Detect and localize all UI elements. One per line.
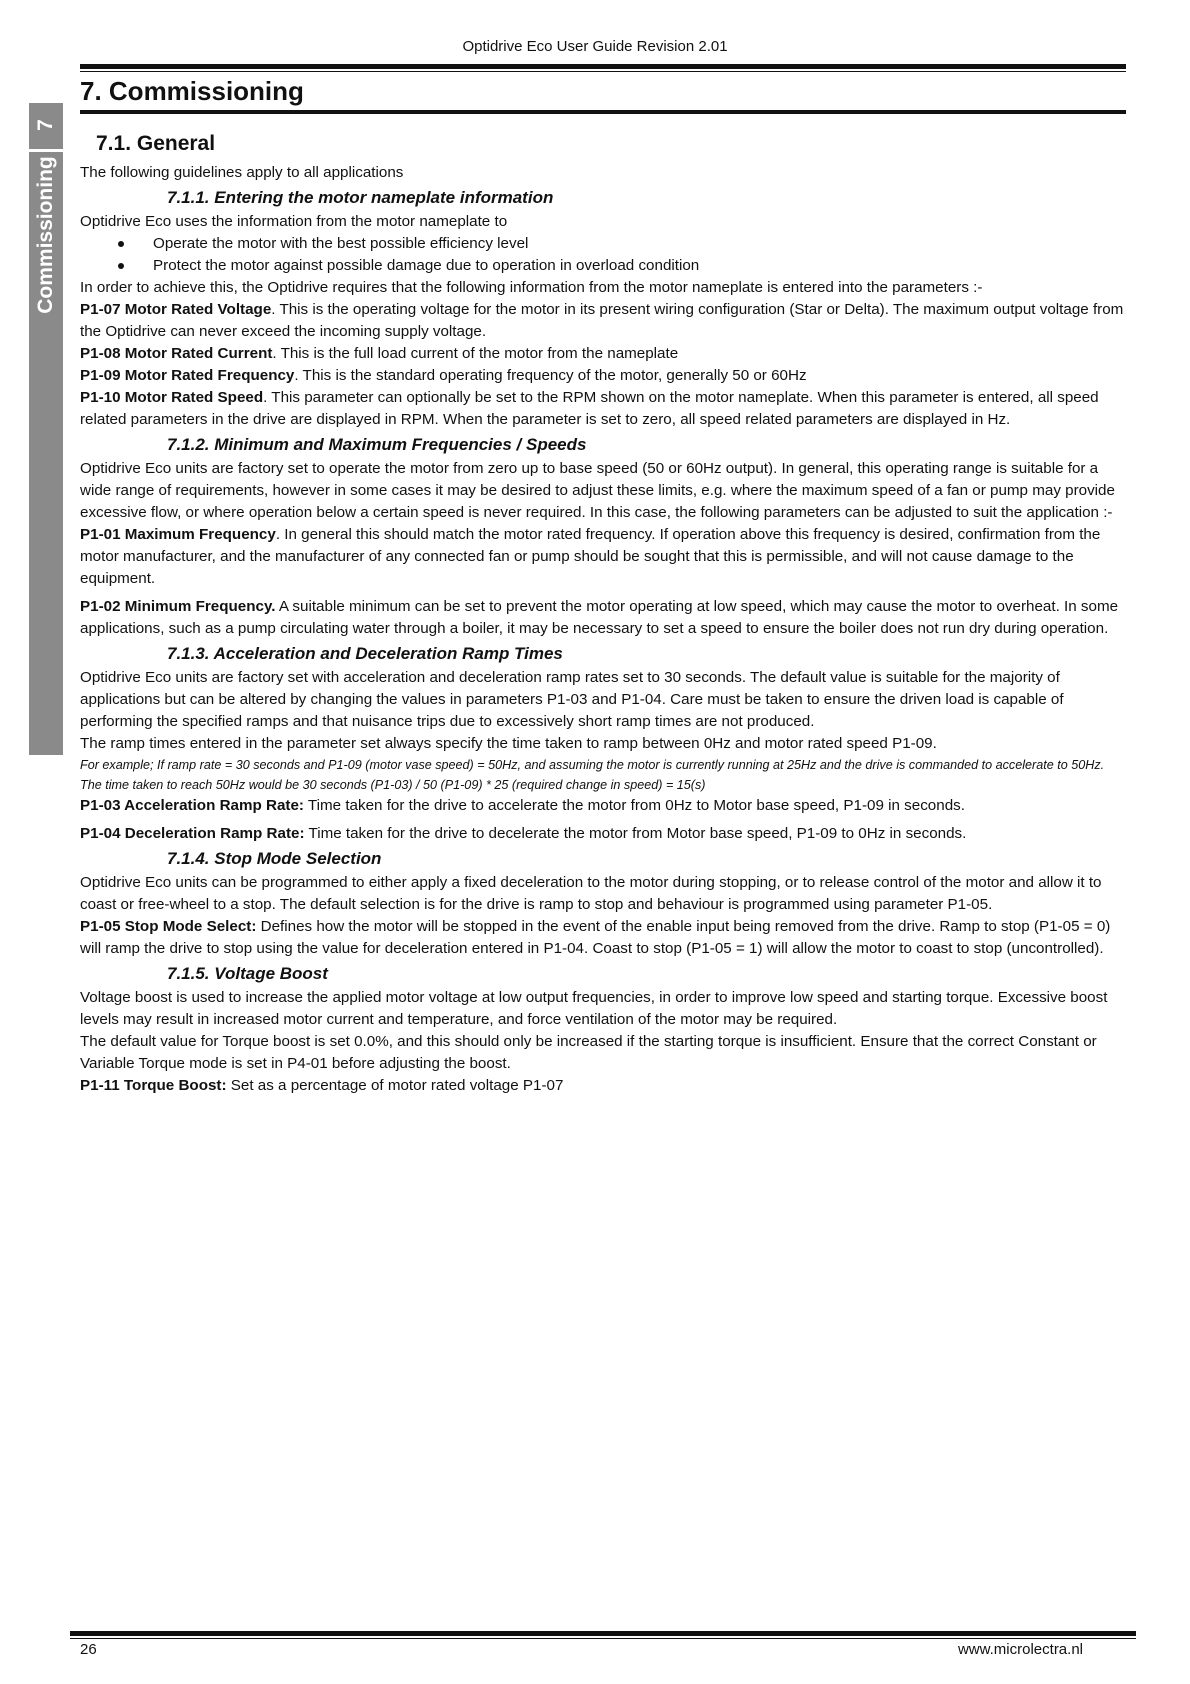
paragraph: The default value for Torque boost is set 0.0%, and this should only be increased if the starting torque is insufficient. Ensure that the correct Constant or Variable Torque mode is set in P4-01 before adjusting the boost.	[80, 1033, 1097, 1072]
footer-rule-thin	[70, 1638, 1136, 1639]
parameter-p1-01	[80, 524, 1126, 590]
parameter-label: P1-01 Maximum Frequency	[80, 526, 276, 543]
list-item: Operate the motor with the best possible efficiency level	[153, 233, 1126, 255]
parameter-label: P1-09 Motor Rated Frequency	[80, 367, 295, 384]
parameter-p1-11	[80, 1075, 1126, 1097]
subsection-heading-7-1-5: 7.1.5. Voltage Boost	[167, 964, 328, 983]
paragraph: Optidrive Eco uses the information from the motor nameplate to	[80, 213, 508, 230]
paragraph: Optidrive Eco units are factory set with acceleration and deceleration ramp rates set to 30 seconds. The default value is suitable for the majority of applications but can be altered by changing the values in parameters P1-03 and P1-04. Care must be taken to ensure the driven load is capable of performing the specified ramps and that nuisance trips due to excessively short ramp times are not produced.	[80, 669, 1064, 730]
parameter-label: P1-04 Deceleration Ramp Rate:	[80, 825, 305, 842]
parameter-label: P1-03 Acceleration Ramp Rate:	[80, 797, 304, 814]
subsection-heading-7-1-4: 7.1.4. Stop Mode Selection	[167, 849, 382, 868]
paragraph: In order to achieve this, the Optidrive requires that the following information from the motor nameplate is entered into the parameters :-	[80, 279, 983, 296]
parameter-label: P1-11 Torque Boost:	[80, 1077, 227, 1094]
list-item: Protect the motor against possible damage due to operation in overload condition	[153, 255, 1126, 277]
example-note: For example; If ramp rate = 30 seconds and P1-09 (motor vase speed) = 50Hz, and assuming the motor is currently running at 25Hz and the drive is commanded to accelerate to 50Hz. The time taken to reach 50Hz would be 30 seconds (P1-03) / 50 (P1-09) * 25 (required change in speed) = 15(s)	[80, 758, 1105, 792]
parameter-p1-02	[80, 596, 1126, 640]
parameter-label: P1-07 Motor Rated Voltage	[80, 301, 272, 318]
side-tab-number: 7	[34, 119, 57, 131]
paragraph: The ramp times entered in the parameter set always specify the time taken to ramp between 0Hz and motor rated speed P1-09.	[80, 735, 937, 752]
chapter-rule	[80, 110, 1126, 114]
parameter-p1-04	[80, 823, 1126, 845]
parameter-text: Set as a percentage of motor rated voltage P1-07	[226, 1077, 564, 1094]
parameter-label: P1-10 Motor Rated Speed	[80, 389, 264, 406]
parameter-p1-09	[80, 365, 1126, 387]
subsection-heading-7-1-3: 7.1.3. Acceleration and Deceleration Ramp Times	[167, 644, 563, 663]
parameter-p1-08	[80, 343, 1126, 365]
page-number: 26	[80, 1641, 97, 1658]
parameter-text: . This is the operating voltage for the motor in its present wiring configuration (Star or Delta). The maximum output voltage from the Optidrive can never exceed the incoming supply voltage.	[80, 301, 1124, 340]
paragraph: Voltage boost is used to increase the applied motor voltage at low output frequencies, in order to improve low speed and starting torque. Excessive boost levels may result in increased motor current and temperature, and force ventilation of the motor may be required.	[80, 989, 1108, 1028]
parameter-text: A suitable minimum can be set to prevent the motor operating at low speed, which may cause the motor to overheat. In some applications, such as a pump circulating water through a boiler, it may be necessary to set a speed to ensure the boiler does not run dry during operation.	[80, 598, 1119, 637]
paragraph: Optidrive Eco units can be programmed to either apply a fixed deceleration to the motor during stopping, or to release control of the motor and allow it to coast or free-wheel to a stop. The default selection is for the drive is ramp to stop and behaviour is programmed using parameter P1-05.	[80, 874, 1102, 913]
section-intro: The following guidelines apply to all applications	[80, 164, 404, 181]
paragraph: Optidrive Eco units are factory set to operate the motor from zero up to base speed (50 or 60Hz output). In general, this operating range is suitable for a wide range of requirements, however in some cases it may be desired to adjust these limits, e.g. where the maximum speed of a fan or pump may provide excessive flow, or where operation below a certain speed is never required. In this case, the following parameters can be adjusted to suit the application :-	[80, 460, 1115, 521]
running-header: Optidrive Eco User Guide Revision 2.01	[462, 38, 728, 55]
header-rule-thin	[80, 71, 1126, 72]
parameter-text: Time taken for the drive to accelerate the motor from 0Hz to Motor base speed, P1-09 in seconds.	[303, 797, 965, 814]
parameter-p1-05	[80, 916, 1126, 960]
parameter-text: . This parameter can optionally be set to the RPM shown on the motor nameplate. When this parameter is entered, all speed related parameters in the drive are displayed in RPM. When the parameter is set to zero, all speed related parameters are displayed in Hz.	[80, 389, 1099, 428]
parameter-label: P1-05 Stop Mode Select:	[80, 918, 257, 935]
parameter-text: . In general this should match the motor rated frequency. If operation above this frequency is desired, confirmation from the motor manufacturer, and the manufacturer of any connected fan or pump should be sought that this is permissible, and will not cause damage to the equipment.	[80, 526, 1101, 587]
chapter-title: 7. Commissioning	[80, 76, 304, 106]
subsection-heading-7-1-1: 7.1.1. Entering the motor nameplate information	[167, 188, 554, 207]
parameter-p1-07	[80, 299, 1126, 343]
parameter-p1-10	[80, 387, 1126, 431]
section-heading-7-1: 7.1. General	[96, 132, 216, 155]
parameter-text: Defines how the motor will be stopped in the event of the enable input being removed from the drive. Ramp to stop (P1-05 = 0) will ramp the drive to stop using the value for deceleration entered in P1-04. Coast to stop (P1-05 = 1) will allow the motor to coast to stop (uncontrolled).	[80, 918, 1111, 957]
parameter-label: P1-02 Minimum Frequency.	[80, 598, 276, 615]
side-tab-label: Commissioning	[34, 156, 58, 314]
page-content	[80, 130, 1126, 1097]
footer-url: www.microlectra.nl	[957, 1641, 1083, 1658]
parameter-p1-03	[80, 795, 1126, 817]
parameter-label: P1-08 Motor Rated Current	[80, 345, 273, 362]
subsection-heading-7-1-2: 7.1.2. Minimum and Maximum Frequencies / Speeds	[167, 435, 587, 454]
bullet-list	[80, 233, 1126, 277]
parameter-text: Time taken for the drive to decelerate the motor from Motor base speed, P1-09 to 0Hz in seconds.	[304, 825, 967, 842]
header-rule-thick	[80, 64, 1126, 69]
parameter-text: . This is the full load current of the motor from the nameplate	[272, 345, 679, 362]
parameter-text: . This is the standard operating frequency of the motor, generally 50 or 60Hz	[294, 367, 807, 384]
footer-rule-thick	[70, 1631, 1136, 1636]
